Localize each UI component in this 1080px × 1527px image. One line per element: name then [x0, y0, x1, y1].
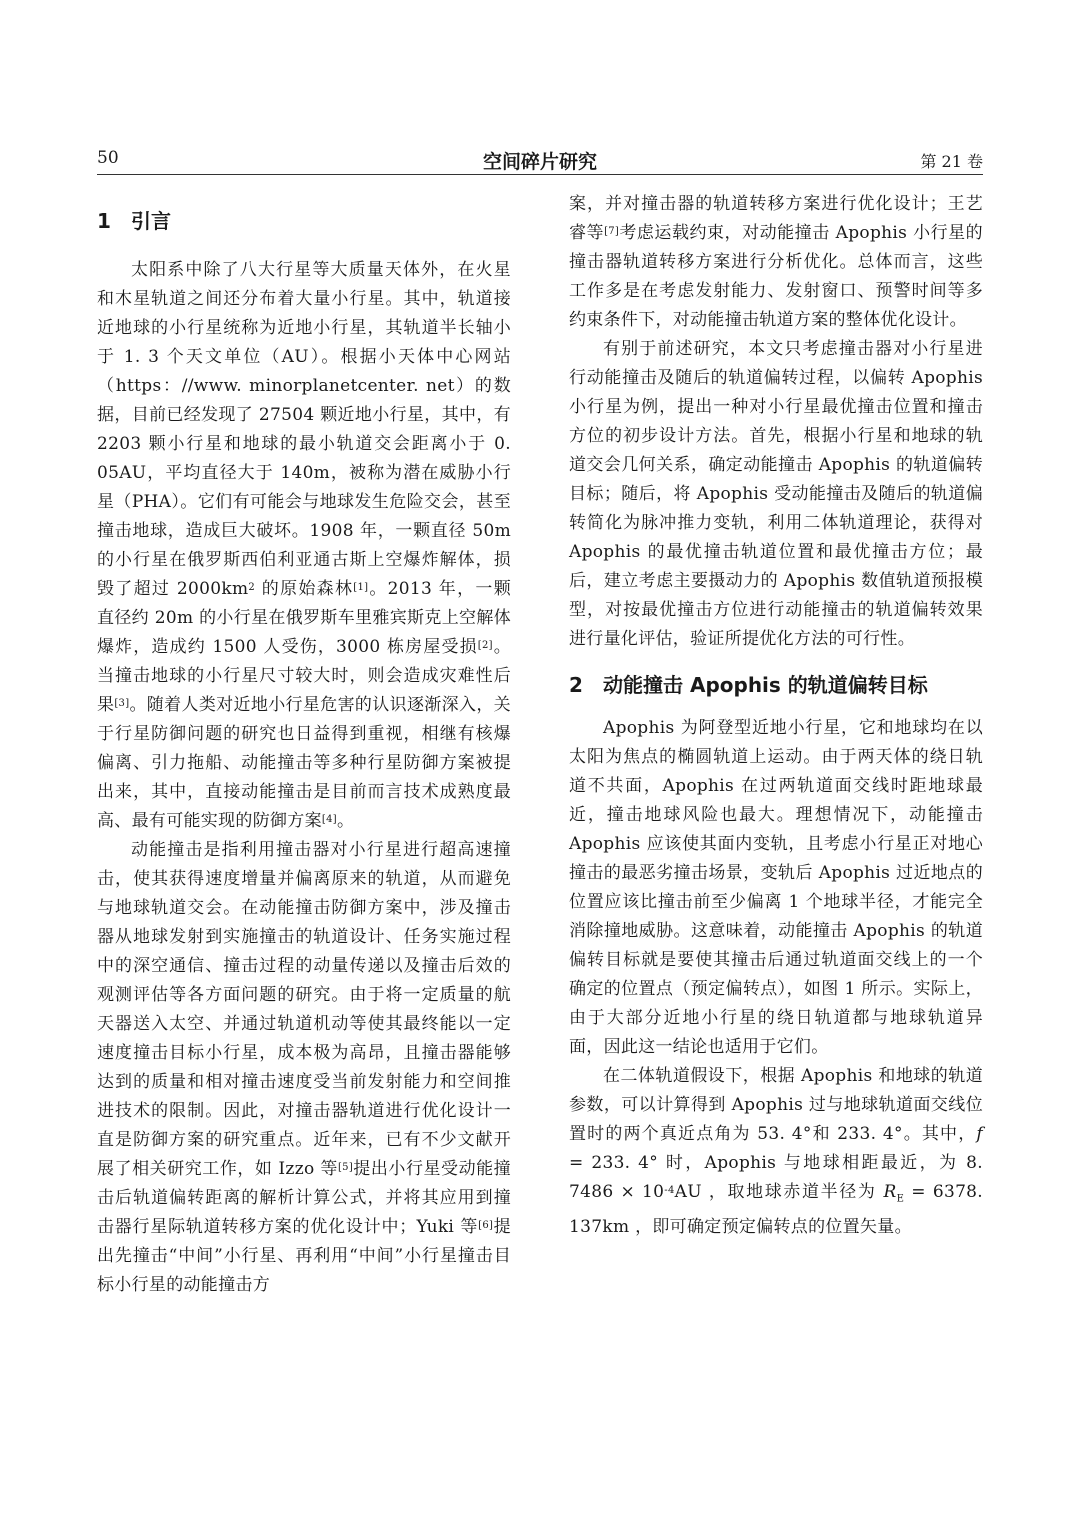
citation-5: [5] — [337, 1162, 354, 1173]
paragraph-intro-2-continued: 案，并对撞击器的轨道转移方案进行优化设计；王艺睿等[7]考虑运载约束，对动能撞击 Apophis 小行星的撞击器轨道转移方案进行分析优化。总体而言，这些工作多是在考虑发射能力、发射窗口、预警时间等多约束条件下，对动能撞击轨道方案的整体优化设计。 — [569, 194, 983, 330]
citation-1: [1] — [353, 582, 369, 593]
citation-3: [3] — [114, 698, 130, 709]
paragraph-intro-1: 太阳系中除了八大行星等大质量天体外，在火星和木星轨道之间还分布着大量小行星。其中，轨道接近地球的小行星统称为近地小行星，其轨道半长轴小于 1. 3 个天文单位（AU）。根据小天体中心网站（https：//www. minorplanetcenter. net）的数据，目前已经发现了 27504 颗近地小行星，其中，有 2203 颗小行星和地球的最小轨道交会距离小于 0. 05AU，平均直径大于 140m，被称为潜在威胁小行星（PHA）。它们有可能会与地球发生危险交会，甚至撞击地球，造成巨大破坏。1908 年，一颗直径 50m 的小行星在俄罗斯西伯利亚通古斯上空爆炸解体，损毁了超过 $2000km^2$ 的原始森林[1]。2013 年，一颗直径约 20m 的小行星在俄罗斯车里雅宾斯克上空解体爆炸，造成约 1500 人受伤，3000 栋房屋受损[2]。当撞击地球的小行星尺寸较大时，则会造成灾难性后果[3]。随着人类对近地小行星危害的认识逐渐深入，关于行星防御问题的研究也日益得到重视，相继有核爆偏离、引力拖船、动能撞击等多种行星防御方案被提出来，其中，直接动能撞击是目前而言技术成熟度最高、最有可能实现的防御方案[4]。 — [97, 260, 511, 831]
citation-7: [7] — [604, 226, 620, 237]
citation-6: [6] — [478, 1220, 494, 1231]
section-heading-2: 2 动能撞击 Apophis 的轨道偏转目标 — [569, 673, 928, 697]
citation-4: [4] — [321, 814, 337, 825]
paragraph-s2-1: Apophis 为阿登型近地小行星，它和地球均在以太阳为焦点的椭圆轨道上运动。由于两天体的绕日轨道不共面，Apophis 在过两轨道面交线时距地球最近，撞击地球风险也最大。理想情况下，动能撞击 Apophis 应该使其面内变轨，且考虑小行星正对地心撞击的最恶劣撞击场景，变轨后 Apophis 过近地点的位置应该比撞击前至少偏离 1 个地球半径，才能完全消除撞地威胁。这意味着，动能撞击 Apophis 的轨道偏转目标就是要使其撞击后通过轨道面交线上的一个确定的位置点（预定偏转点），如图 1 所示。实际上，由于大部分近地小行星的绕日轨道都与地球轨道异面，因此这一结论也适用于它们。 — [569, 718, 983, 1057]
citation-2: [2] — [477, 640, 493, 651]
volume-label: 第 21 卷 — [920, 152, 983, 171]
section-heading-intro: 1 引言 — [97, 209, 171, 233]
journal-title: 空间碎片研究 — [482, 151, 597, 173]
right-column — [569, 190, 983, 1242]
running-header — [97, 148, 983, 175]
paragraph-s2-2: 在二体轨道假设下，根据 Apophis 和地球的轨道参数，可以计算得到 Apophis 过与地球轨道面交线位置时的两个真近点角为 53. 4°和 233. 4°。其中，f = 233. 4° 时，Apophis 与地球相距最近，为 8. $7486 \times 10^{-4}AU$ ，取地球赤道半径为 $R_E = 6378$. 137km ，即可确定预定偏转点的位置矢量。 — [569, 1066, 983, 1238]
paragraph-intro-3: 有别于前述研究，本文只考虑撞击器对小行星进行动能撞击及随后的轨道偏转过程，以偏转 Apophis 小行星为例，提出一种对小行星最优撞击位置和撞击方位的初步设计方法。首先，根据小行星和地球的轨道交会几何关系，确定动能撞击 Apophis 的轨道偏转目标；随后，将 Apophis 受动能撞击及随后的轨道偏转简化为脉冲推力变轨，利用二体轨道理论，获得对 Apophis 的最优撞击轨道位置和最优撞击方位；最后，建立考虑主要摄动力的 Apophis 数值轨道预报模型，对按最优撞击方位进行动能撞击的轨道偏转效果进行量化评估，验证所提优化方法的可行性。 — [569, 339, 983, 649]
paragraph-intro-2: 动能撞击是指利用撞击器对小行星进行超高速撞击，使其获得速度增量并偏离原来的轨道，从而避免与地球轨道交会。在动能撞击防御方案中，涉及撞击器从地球发射到实施撞击的轨道设计、任务实施过程中的深空通信、撞击过程的动量传递以及撞击后效的观测评估等各方面问题的研究。由于将一定质量的航天器送入太空、并通过轨道机动等使其最终能以一定速度撞击目标小行星，成本极为高昂，且撞击器能够达到的质量和相对撞击速度受当前发射能力和空间推进技术的限制。因此，对撞击器轨道进行优化设计一直是防御方案的研究重点。近年来，已有不少文献开展了相关研究工作，如 Izzo 等[5]提出小行星受动能撞击后轨道偏转距离的解析计算公式，并将其应用到撞击器行星际轨道转移方案的优化设计中；Yuki 等[6]提出先撞击“中间”小行星、再利用“中间”小行星撞击目标小行星的动能撞击方 — [97, 840, 511, 1295]
page-number: 50 — [97, 148, 119, 168]
left-column — [97, 190, 511, 1300]
